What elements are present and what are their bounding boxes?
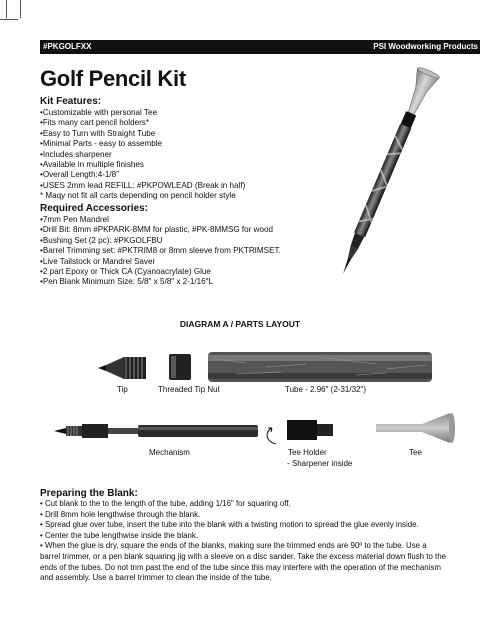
page-title: Golf Pencil Kit <box>40 66 186 91</box>
text-line: • Drill 8mm hole lengthwise through the blank. <box>40 509 201 519</box>
tip-image <box>96 353 152 383</box>
list-item: • 7mm Pen Mandrel <box>40 215 281 225</box>
crop-mark <box>6 0 7 18</box>
list-item: • Live Tailstock or Mandrel Saver <box>40 257 281 267</box>
list-item: • Bushing Set (2 pc): #PKGOLFBU <box>40 236 281 246</box>
crop-mark <box>20 0 21 18</box>
label-nut: Threaded Tip Nut <box>158 385 220 394</box>
assembled-pencil-image <box>295 60 480 290</box>
features-note: * Maqy not fit all carts depending on pencil holder style <box>40 191 236 200</box>
features-list <box>40 108 245 191</box>
text-line: ends of the tubes. Do not trim past the end of the tube since this may interfere with the operation of the mechanism <box>40 562 441 572</box>
accessories-heading: Required Accessories: <box>40 203 149 214</box>
list-item: • Barrel Trimming set: #PKTRIM8 or 8mm sleeve from PKTRIMSET. <box>40 246 281 256</box>
preparing-heading: Preparing the Blank: <box>40 488 138 499</box>
list-item: • Pen Blank Minimum Size: 5/8" x 5/8" x 2-1/16"L <box>40 277 281 287</box>
label-tube: Tube - 2.96" (2-31/32") <box>285 385 366 394</box>
label-tip: Tip <box>117 385 128 394</box>
label-tee-holder: Tee Holder <box>288 448 327 457</box>
list-item: • Minimal Parts - easy to assemble <box>40 139 245 149</box>
accessories-list <box>40 215 281 288</box>
label-tee: Tee <box>409 448 422 457</box>
mechanism-image <box>52 420 262 442</box>
text-line: • When the glue is dry, square the ends of the blanks, making sure the trimmed ends are 90º to the tube. Use a <box>40 541 427 551</box>
tee-image <box>372 410 462 446</box>
label-sharpener-inside: - Sharpener inside <box>287 459 353 468</box>
crop-mark <box>0 19 18 20</box>
list-item: • Includes sharpener <box>40 150 245 160</box>
text-line: • Spread glue over tube, insert the tube into the blank with a twisting motion to spread the glue evenly inside. <box>40 520 419 530</box>
label-mechanism: Mechanism <box>149 448 190 457</box>
list-item: • Easy to Turn with Straight Tube <box>40 129 245 139</box>
text-line: and assembly. Use a barrel trimmer to clean the inside of the tube. <box>40 573 272 583</box>
list-item: • Available in multiple finishes <box>40 160 245 170</box>
features-heading: Kit Features: <box>40 96 102 107</box>
text-line: • Cut blank to the to the length of the tube, adding 1/16" for squaring off. <box>40 499 291 508</box>
threaded-tip-nut-image <box>168 352 194 382</box>
list-item: • Drill Bit: 8mm #PKPARK-8MM for plastic, #PK-8MMSG for wood <box>40 225 281 235</box>
text-line: barrel trimmer, or a pen blank squaring jig with a sleeve on a disc sander. Take the excess material down flush to the <box>40 551 446 561</box>
brand-name: PSI Woodworking Products <box>373 42 478 51</box>
header-bar <box>40 40 480 54</box>
tee-holder-image <box>285 418 335 442</box>
product-code: #PKGOLFXX <box>43 42 92 51</box>
list-item: • USES 2mm lead REFILL: #PKPOWLEAD (Break in half) <box>40 181 245 191</box>
text-line: • Center the tube lengthwise inside the blank. <box>40 530 199 540</box>
list-item: • Customizable with personal Tee <box>40 108 245 118</box>
list-item: • 2 part Epoxy or Thick CA (Cyanoacrylate) Glue <box>40 267 281 277</box>
diagram-title: DIAGRAM A / PARTS LAYOUT <box>179 319 301 329</box>
tube-image <box>206 349 436 385</box>
preparing-text <box>40 499 480 584</box>
list-item: • Overall Length:4-1/8" <box>40 170 245 180</box>
list-item: • Fits many cart pencil holders* <box>40 118 245 128</box>
